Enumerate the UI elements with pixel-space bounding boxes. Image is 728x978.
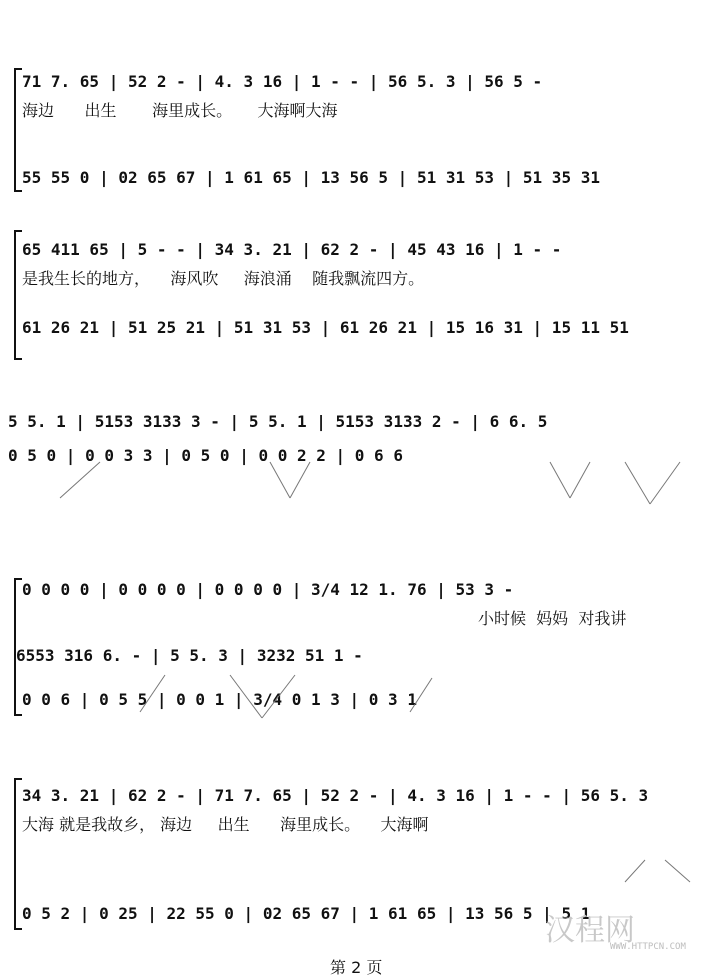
system-bracket bbox=[14, 68, 22, 192]
voice-top: 5 5. 1 | 5153 3133 3 - | 5 5. 1 | 5153 3133 2 - | 6 6. 5 bbox=[8, 412, 548, 431]
system-4 bbox=[0, 570, 728, 720]
voice-bottom: 0 5 0 | 0 0 3 3 | 0 5 0 | 0 0 2 2 | 0 6 6 bbox=[8, 446, 403, 465]
system-1 bbox=[0, 60, 728, 200]
watermark-url: WWW.HTTPCN.COM bbox=[610, 942, 686, 952]
voice-bottom: 0 0 6 | 0 5 5 | 0 0 1 | 3/4 0 1 3 | 0 3 1 bbox=[22, 690, 417, 709]
voice-top: 34 3. 21 | 62 2 - | 71 7. 65 | 52 2 - | 4. 3 16 | 1 - - | 56 5. 3 bbox=[22, 786, 649, 805]
page-footer: 第 2 页 bbox=[330, 958, 383, 977]
system-3 bbox=[0, 380, 728, 520]
voice-top: 0 0 0 0 | 0 0 0 0 | 0 0 0 0 | 3/4 12 1. 76 | 53 3 - bbox=[22, 580, 514, 599]
voice-top: 65 411 65 | 5 - - | 34 3. 21 | 62 2 - | 45 43 16 | 1 - - bbox=[22, 240, 562, 259]
lyrics-line: 是我生长的地方， 海风吹 海浪涌 随我飘流四方。 bbox=[22, 269, 425, 288]
voice-leading-lines bbox=[0, 570, 728, 720]
watermark-logo: 汉程网 bbox=[545, 913, 635, 948]
voice-bottom: 55 55 0 | 02 65 67 | 1 61 65 | 13 56 5 | 51 31 53 | 51 35 31 bbox=[22, 168, 600, 187]
lyrics-line: 小时候 妈妈 对我讲 bbox=[478, 609, 627, 628]
voice-middle: 6553 316 6. - | 5 5. 3 | 3232 51 1 - bbox=[16, 646, 363, 665]
lyrics-line: 海边 出生 海里成长。 大海啊大海 bbox=[22, 101, 338, 120]
voice-leading-lines bbox=[0, 380, 728, 520]
voice-top: 71 7. 65 | 52 2 - | 4. 3 16 | 1 - - | 56 5. 3 | 56 5 - bbox=[22, 72, 543, 91]
system-2 bbox=[0, 230, 728, 360]
system-bracket bbox=[14, 230, 22, 360]
lyrics-line: 大海 就是我故乡， 海边 出生 海里成长。 大海啊 bbox=[22, 815, 429, 834]
voice-bottom: 0 5 2 | 0 25 | 22 55 0 | 02 65 67 | 1 61 65 | 13 56 5 | 5 1 bbox=[22, 904, 591, 923]
voice-bottom: 61 26 21 | 51 25 21 | 51 31 53 | 61 26 21 | 15 16 31 | 15 11 51 bbox=[22, 318, 629, 337]
